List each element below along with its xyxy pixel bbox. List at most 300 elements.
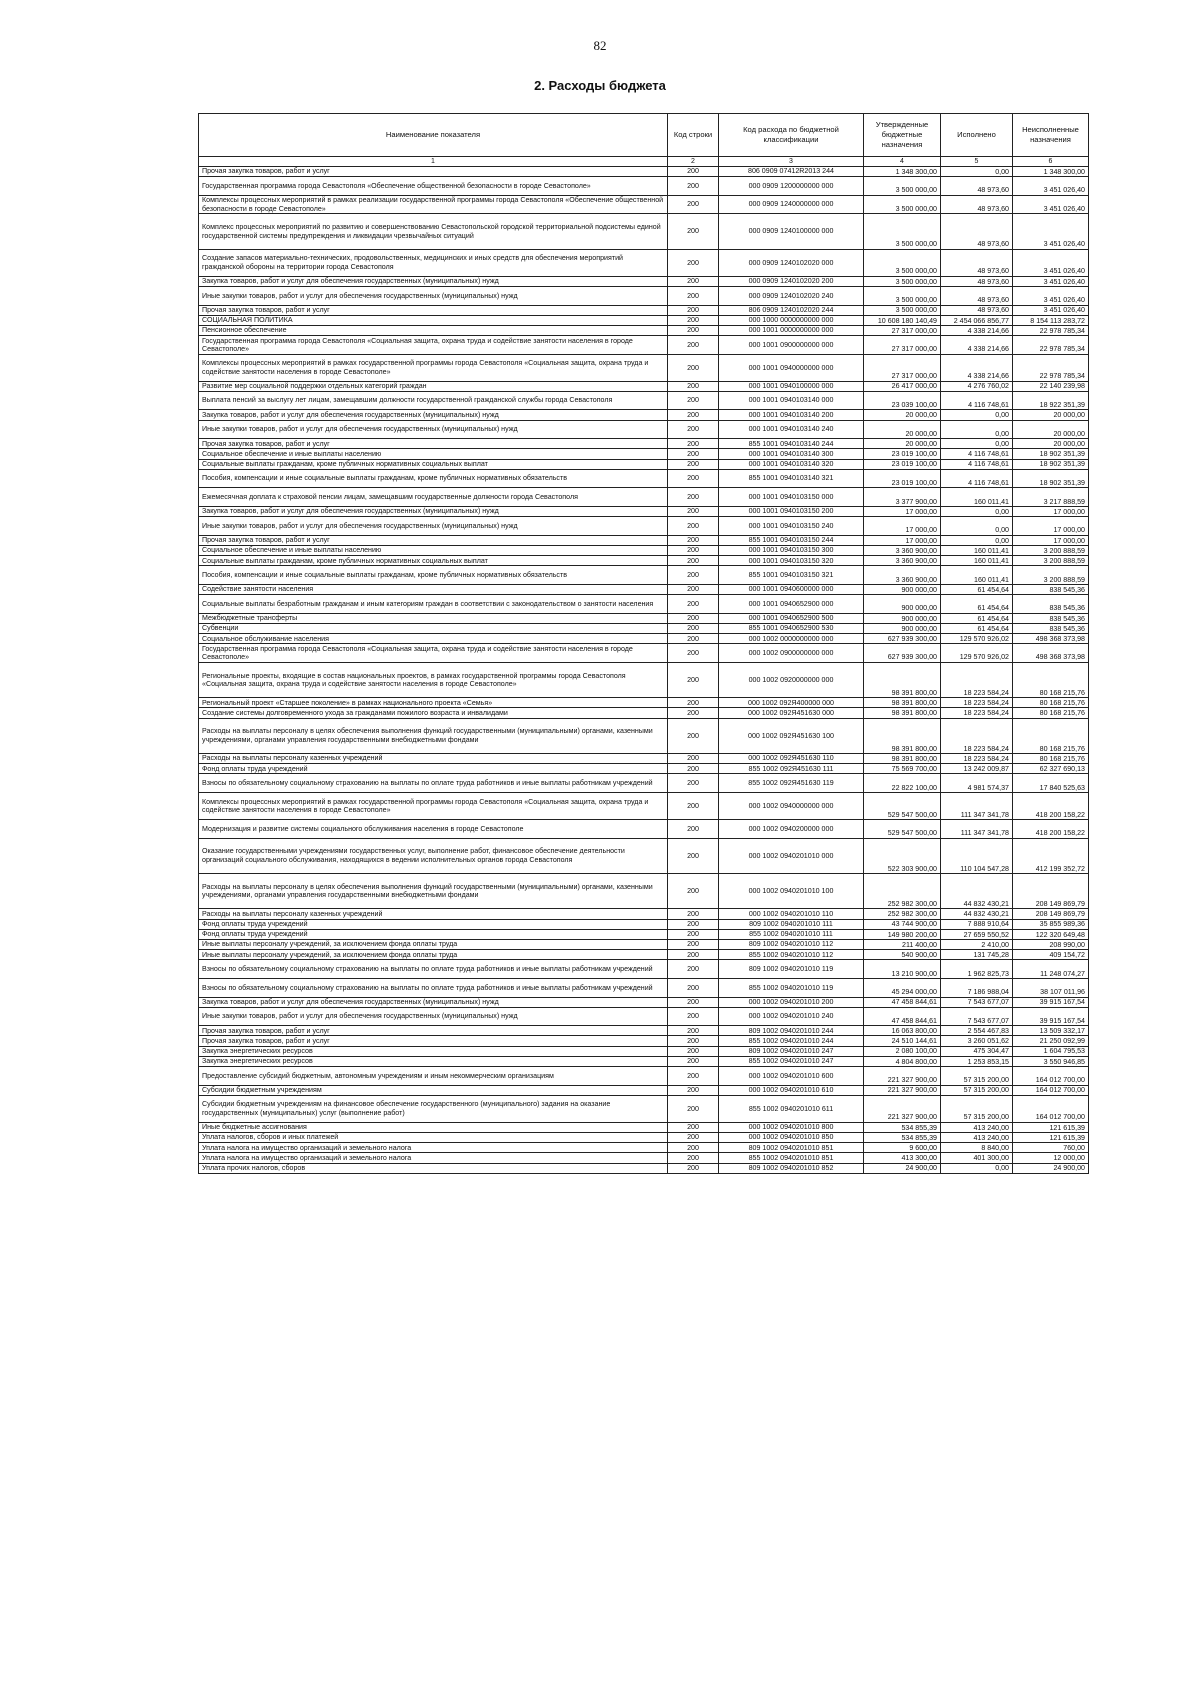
row-name: Пособия, компенсации и иные социальные выплаты гражданам, кроме публичных нормативных обязательств	[199, 469, 668, 488]
row-line-code: 200	[668, 613, 719, 623]
row-name: Закупка энергетических ресурсов	[199, 1046, 668, 1056]
row-expense-code: 000 1001 0900000000 000	[719, 336, 864, 355]
row-line-code: 200	[668, 459, 719, 469]
row-line-code: 200	[668, 838, 719, 873]
row-name: Прочая закупка товаров, работ и услуг	[199, 535, 668, 545]
row-expense-code: 855 1001 0940652900 530	[719, 623, 864, 633]
row-executed: 111 347 341,78	[941, 820, 1013, 839]
row-expense-code: 809 1002 0940201010 112	[719, 939, 864, 949]
row-name: Модернизация и развитие системы социального обслуживания населения в городе Севастополе	[199, 820, 668, 839]
table-row	[199, 545, 1089, 555]
table-row	[199, 838, 1089, 873]
row-approved: 900 000,00	[864, 595, 941, 614]
row-expense-code: 000 1001 0940652900 500	[719, 613, 864, 623]
row-name: Прочая закупка товаров, работ и услуг	[199, 439, 668, 449]
row-approved: 413 300,00	[864, 1153, 941, 1163]
row-executed: 0,00	[941, 439, 1013, 449]
row-expense-code: 000 1002 092Я451630 100	[719, 718, 864, 753]
row-unexecuted: 80 168 215,76	[1013, 708, 1089, 718]
row-unexecuted: 35 855 989,36	[1013, 919, 1089, 929]
row-approved: 17 000,00	[864, 535, 941, 545]
row-expense-code: 000 0909 1240000000 000	[719, 195, 864, 214]
row-expense-code: 806 0909 1240102020 244	[719, 305, 864, 315]
row-line-code: 200	[668, 1143, 719, 1153]
row-executed: 0,00	[941, 167, 1013, 177]
row-executed: 0,00	[941, 507, 1013, 517]
row-unexecuted: 122 320 649,48	[1013, 929, 1089, 939]
table-row	[199, 584, 1089, 594]
row-line-code: 200	[668, 315, 719, 325]
row-expense-code: 000 1001 0940103150 300	[719, 545, 864, 555]
row-unexecuted: 80 168 215,76	[1013, 662, 1089, 697]
row-approved: 16 063 800,00	[864, 1026, 941, 1036]
row-approved: 20 000,00	[864, 439, 941, 449]
row-executed: 160 011,41	[941, 566, 1013, 585]
row-expense-code: 000 1001 0940103150 200	[719, 507, 864, 517]
row-expense-code: 000 1002 0920000000 000	[719, 662, 864, 697]
table-row	[199, 1095, 1089, 1122]
row-line-code: 200	[668, 634, 719, 644]
row-executed: 48 973,60	[941, 195, 1013, 214]
row-unexecuted: 22 140 239,98	[1013, 381, 1089, 391]
row-approved: 98 391 800,00	[864, 698, 941, 708]
table-row	[199, 391, 1089, 410]
row-name: Комплексы процессных мероприятий в рамках государственной программы города Севастополя «Социальная защита, охрана труда и содействие занятости населения в городе Севастополе»	[199, 354, 668, 381]
row-executed: 18 223 584,24	[941, 662, 1013, 697]
row-name: Предоставление субсидий бюджетным, автономным учреждениям и иным некоммерческим организациям	[199, 1067, 668, 1086]
row-unexecuted: 838 545,36	[1013, 623, 1089, 633]
row-approved: 43 744 900,00	[864, 919, 941, 929]
row-expense-code: 855 1002 0940201010 611	[719, 1095, 864, 1122]
table-row	[199, 439, 1089, 449]
row-approved: 26 417 000,00	[864, 381, 941, 391]
row-approved: 900 000,00	[864, 584, 941, 594]
row-unexecuted: 121 615,39	[1013, 1133, 1089, 1143]
row-executed: 413 240,00	[941, 1133, 1013, 1143]
row-unexecuted: 18 902 351,39	[1013, 459, 1089, 469]
row-name: Прочая закупка товаров, работ и услуг	[199, 1036, 668, 1046]
table-row	[199, 754, 1089, 764]
row-approved: 13 210 900,00	[864, 960, 941, 979]
row-name: Расходы на выплаты персоналу казенных учреждений	[199, 909, 668, 919]
row-expense-code: 000 1002 0940201010 000	[719, 838, 864, 873]
row-name: Иные выплаты персоналу учреждений, за исключением фонда оплаты труда	[199, 939, 668, 949]
row-expense-code: 000 1001 0940103150 320	[719, 556, 864, 566]
row-name: Развитие мер социальной поддержки отдельных категорий граждан	[199, 381, 668, 391]
row-unexecuted: 838 545,36	[1013, 584, 1089, 594]
row-line-code: 200	[668, 276, 719, 286]
row-expense-code: 000 1000 0000000000 000	[719, 315, 864, 325]
row-line-code: 200	[668, 764, 719, 774]
row-unexecuted: 12 000,00	[1013, 1153, 1089, 1163]
row-approved: 1 348 300,00	[864, 167, 941, 177]
row-approved: 75 569 700,00	[864, 764, 941, 774]
row-expense-code: 000 0909 1240102020 000	[719, 249, 864, 276]
table-row	[199, 195, 1089, 214]
table-row	[199, 286, 1089, 305]
table-row	[199, 566, 1089, 585]
row-approved: 900 000,00	[864, 613, 941, 623]
table-row	[199, 662, 1089, 697]
row-executed: 18 223 584,24	[941, 698, 1013, 708]
row-name: Государственная программа города Севастополя «Социальная защита, охрана труда и содействие занятости населения в городе Севастополе»	[199, 336, 668, 355]
row-executed: 4 338 214,66	[941, 354, 1013, 381]
column-header-expense-code: Код расхода по бюджетной классификации	[719, 114, 864, 157]
row-approved: 3 500 000,00	[864, 249, 941, 276]
row-approved: 529 547 500,00	[864, 820, 941, 839]
row-name: Расходы на выплаты персоналу в целях обеспечения выполнения функций государственными (муниципальными) органами, казенными учреждениями, органами управления государственными внебюджетными фондами	[199, 718, 668, 753]
row-line-code: 200	[668, 177, 719, 196]
row-name: Взносы по обязательному социальному страхованию на выплаты по оплате труда работников и иные выплаты работникам учреждений	[199, 978, 668, 997]
column-header-line-code: Код строки	[668, 114, 719, 157]
table-row	[199, 623, 1089, 633]
column-number-row	[199, 157, 1089, 167]
row-name: Уплата налогов, сборов и иных платежей	[199, 1133, 668, 1143]
row-approved: 45 294 000,00	[864, 978, 941, 997]
table-row	[199, 556, 1089, 566]
row-executed: 401 300,00	[941, 1153, 1013, 1163]
row-name: Социальное обслуживание населения	[199, 634, 668, 644]
page-title: 2. Расходы бюджета	[534, 78, 666, 93]
table-row	[199, 793, 1089, 820]
row-unexecuted: 11 248 074,27	[1013, 960, 1089, 979]
row-approved: 3 500 000,00	[864, 214, 941, 249]
row-approved: 17 000,00	[864, 517, 941, 536]
row-approved: 252 982 300,00	[864, 874, 941, 909]
table-row	[199, 336, 1089, 355]
table-row	[199, 325, 1089, 335]
row-name: Закупка товаров, работ и услуг для обеспечения государственных (муниципальных) нужд	[199, 507, 668, 517]
row-expense-code: 855 1002 0940201010 119	[719, 978, 864, 997]
row-unexecuted: 3 451 026,40	[1013, 214, 1089, 249]
table-row	[199, 997, 1089, 1007]
row-approved: 24 900,00	[864, 1163, 941, 1173]
table-row	[199, 517, 1089, 536]
row-unexecuted: 418 200 158,22	[1013, 820, 1089, 839]
row-line-code: 200	[668, 1036, 719, 1046]
row-executed: 44 832 430,21	[941, 874, 1013, 909]
row-line-code: 200	[668, 249, 719, 276]
row-unexecuted: 39 915 167,54	[1013, 1007, 1089, 1026]
row-line-code: 200	[668, 960, 719, 979]
row-expense-code: 000 1002 0940201010 100	[719, 874, 864, 909]
row-executed: 0,00	[941, 517, 1013, 536]
table-row	[199, 507, 1089, 517]
row-name: Закупка товаров, работ и услуг для обеспечения государственных (муниципальных) нужд	[199, 997, 668, 1007]
row-expense-code: 809 1002 0940201010 852	[719, 1163, 864, 1173]
table-row	[199, 764, 1089, 774]
row-line-code: 200	[668, 754, 719, 764]
row-unexecuted: 20 000,00	[1013, 439, 1089, 449]
row-line-code: 200	[668, 545, 719, 555]
row-unexecuted: 208 990,00	[1013, 939, 1089, 949]
row-line-code: 200	[668, 997, 719, 1007]
row-line-code: 200	[668, 1122, 719, 1132]
row-expense-code: 855 1002 0940201010 244	[719, 1036, 864, 1046]
row-expense-code: 000 1001 0000000000 000	[719, 325, 864, 335]
row-line-code: 200	[668, 698, 719, 708]
table-row	[199, 420, 1089, 439]
table-row	[199, 820, 1089, 839]
row-line-code: 200	[668, 391, 719, 410]
column-header-executed: Исполнено	[941, 114, 1013, 157]
table-row	[199, 1133, 1089, 1143]
row-unexecuted: 3 217 888,59	[1013, 488, 1089, 507]
row-line-code: 200	[668, 336, 719, 355]
row-line-code: 200	[668, 909, 719, 919]
row-executed: 48 973,60	[941, 305, 1013, 315]
row-line-code: 200	[668, 929, 719, 939]
row-unexecuted: 1 348 300,00	[1013, 167, 1089, 177]
row-executed: 0,00	[941, 1163, 1013, 1173]
row-executed: 61 454,64	[941, 595, 1013, 614]
table-row	[199, 929, 1089, 939]
row-approved: 27 317 000,00	[864, 336, 941, 355]
row-executed: 1 962 825,73	[941, 960, 1013, 979]
row-approved: 2 080 100,00	[864, 1046, 941, 1056]
row-name: Государственная программа города Севастополя «Обеспечение общественной безопасности в городе Севастополе»	[199, 177, 668, 196]
row-approved: 3 500 000,00	[864, 286, 941, 305]
row-name: Закупка товаров, работ и услуг для обеспечения государственных (муниципальных) нужд	[199, 410, 668, 420]
row-expense-code: 855 1001 0940103140 244	[719, 439, 864, 449]
row-name: Фонд оплаты труда учреждений	[199, 764, 668, 774]
row-unexecuted: 20 000,00	[1013, 410, 1089, 420]
page-number: 82	[593, 38, 607, 53]
row-approved: 4 804 800,00	[864, 1056, 941, 1066]
row-name: Уплата налога на имущество организаций и земельного налога	[199, 1143, 668, 1153]
row-unexecuted: 22 978 785,34	[1013, 336, 1089, 355]
row-executed: 44 832 430,21	[941, 909, 1013, 919]
row-expense-code: 855 1002 0940201010 112	[719, 950, 864, 960]
row-name: Иные выплаты персоналу учреждений, за исключением фонда оплаты труда	[199, 950, 668, 960]
row-line-code: 200	[668, 449, 719, 459]
row-expense-code: 000 1001 0940103140 320	[719, 459, 864, 469]
table-row	[199, 1056, 1089, 1066]
row-expense-code: 855 1002 0940201010 247	[719, 1056, 864, 1066]
row-name: СОЦИАЛЬНАЯ ПОЛИТИКА	[199, 315, 668, 325]
table-body	[199, 167, 1089, 1174]
table-row	[199, 459, 1089, 469]
row-unexecuted: 3 200 888,59	[1013, 556, 1089, 566]
row-approved: 627 939 300,00	[864, 644, 941, 663]
row-line-code: 200	[668, 381, 719, 391]
row-expense-code: 000 1001 0940000000 000	[719, 354, 864, 381]
row-approved: 3 500 000,00	[864, 195, 941, 214]
table-row	[199, 1036, 1089, 1046]
row-approved: 20 000,00	[864, 420, 941, 439]
row-line-code: 200	[668, 507, 719, 517]
row-name: Закупка товаров, работ и услуг для обеспечения государственных (муниципальных) нужд	[199, 276, 668, 286]
row-name: Создание запасов материально-технических, продовольственных, медицинских и иных средств для обеспечения мероприятий гражданской обороны на территории города Севастополя	[199, 249, 668, 276]
row-executed: 3 260 051,62	[941, 1036, 1013, 1046]
row-unexecuted: 22 978 785,34	[1013, 354, 1089, 381]
row-approved: 149 980 200,00	[864, 929, 941, 939]
row-unexecuted: 17 000,00	[1013, 517, 1089, 536]
row-executed: 7 543 677,07	[941, 997, 1013, 1007]
row-expense-code: 000 1001 0940103140 000	[719, 391, 864, 410]
row-name: Субсидии бюджетным учреждениям	[199, 1085, 668, 1095]
row-expense-code: 000 1001 0940600000 000	[719, 584, 864, 594]
row-line-code: 200	[668, 1007, 719, 1026]
row-approved: 534 855,39	[864, 1133, 941, 1143]
row-name: Пенсионное обеспечение	[199, 325, 668, 335]
row-expense-code: 000 1002 0940201010 610	[719, 1085, 864, 1095]
table-row	[199, 698, 1089, 708]
row-executed: 129 570 926,02	[941, 634, 1013, 644]
row-approved: 23 019 100,00	[864, 469, 941, 488]
row-executed: 160 011,41	[941, 488, 1013, 507]
column-number: 5	[941, 157, 1013, 167]
row-unexecuted: 121 615,39	[1013, 1122, 1089, 1132]
table-row	[199, 535, 1089, 545]
row-executed: 4 116 748,61	[941, 449, 1013, 459]
row-executed: 48 973,60	[941, 276, 1013, 286]
row-executed: 48 973,60	[941, 177, 1013, 196]
row-executed: 0,00	[941, 410, 1013, 420]
row-unexecuted: 208 149 869,79	[1013, 909, 1089, 919]
row-unexecuted: 80 168 215,76	[1013, 718, 1089, 753]
row-line-code: 200	[668, 1026, 719, 1036]
row-name: Субвенции	[199, 623, 668, 633]
row-line-code: 200	[668, 1163, 719, 1173]
table-row	[199, 708, 1089, 718]
row-line-code: 200	[668, 644, 719, 663]
table-row	[199, 488, 1089, 507]
row-expense-code: 855 1002 092Я451630 111	[719, 764, 864, 774]
row-executed: 8 840,00	[941, 1143, 1013, 1153]
column-number: 2	[668, 157, 719, 167]
row-name: Субсидии бюджетным учреждениям на финансовое обеспечение государственного (муниципального) задания на оказание государственных (муниципальных) услуг (выполнение работ)	[199, 1095, 668, 1122]
table-row	[199, 874, 1089, 909]
row-name: Социальное обеспечение и иные выплаты населению	[199, 449, 668, 459]
row-approved: 98 391 800,00	[864, 708, 941, 718]
row-name: Фонд оплаты труда учреждений	[199, 919, 668, 929]
row-approved: 24 510 144,61	[864, 1036, 941, 1046]
row-line-code: 200	[668, 325, 719, 335]
row-line-code: 200	[668, 1153, 719, 1163]
row-name: Ежемесячная доплата к страховой пенсии лицам, замещавшим государственные должности города Севастополя	[199, 488, 668, 507]
row-unexecuted: 3 451 026,40	[1013, 276, 1089, 286]
table-row	[199, 305, 1089, 315]
row-unexecuted: 18 902 351,39	[1013, 449, 1089, 459]
row-approved: 3 360 900,00	[864, 566, 941, 585]
row-expense-code: 000 1002 0940200000 000	[719, 820, 864, 839]
row-approved: 900 000,00	[864, 623, 941, 633]
row-approved: 23 039 100,00	[864, 391, 941, 410]
row-expense-code: 000 1001 0940103140 200	[719, 410, 864, 420]
column-header-unexecuted: Неисполненные назначения	[1013, 114, 1089, 157]
row-name: Региональные проекты, входящие в состав национальных проектов, в рамках государственной программы города Севастополя «Социальная защита, охрана труда и содействие занятости населения в городе Севастополе»	[199, 662, 668, 697]
row-name: Иные закупки товаров, работ и услуг для обеспечения государственных (муниципальных) нужд	[199, 517, 668, 536]
row-executed: 61 454,64	[941, 613, 1013, 623]
row-line-code: 200	[668, 469, 719, 488]
row-unexecuted: 80 168 215,76	[1013, 698, 1089, 708]
table-row	[199, 909, 1089, 919]
row-approved: 221 327 900,00	[864, 1067, 941, 1086]
row-approved: 27 317 000,00	[864, 325, 941, 335]
row-expense-code: 000 1002 0940201010 200	[719, 997, 864, 1007]
row-line-code: 200	[668, 286, 719, 305]
row-name: Социальные выплаты гражданам, кроме публичных нормативных социальных выплат	[199, 459, 668, 469]
row-line-code: 200	[668, 595, 719, 614]
row-line-code: 200	[668, 662, 719, 697]
row-expense-code: 855 1002 0940201010 851	[719, 1153, 864, 1163]
table-row	[199, 469, 1089, 488]
row-executed: 7 543 677,07	[941, 1007, 1013, 1026]
row-executed: 61 454,64	[941, 584, 1013, 594]
table-row	[199, 167, 1089, 177]
table-row	[199, 919, 1089, 929]
row-expense-code: 809 1002 0940201010 111	[719, 919, 864, 929]
row-executed: 413 240,00	[941, 1122, 1013, 1132]
column-header-name: Наименование показателя	[199, 114, 668, 157]
row-approved: 47 458 844,61	[864, 997, 941, 1007]
row-unexecuted: 39 915 167,54	[1013, 997, 1089, 1007]
row-expense-code: 000 1001 0940652900 000	[719, 595, 864, 614]
row-line-code: 200	[668, 1133, 719, 1143]
row-expense-code: 809 1002 0940201010 851	[719, 1143, 864, 1153]
table-row	[199, 1153, 1089, 1163]
row-expense-code: 000 1002 0940201010 800	[719, 1122, 864, 1132]
row-approved: 9 600,00	[864, 1143, 941, 1153]
table-row	[199, 1143, 1089, 1153]
row-executed: 48 973,60	[941, 286, 1013, 305]
row-name: Фонд оплаты труда учреждений	[199, 929, 668, 939]
row-name: Взносы по обязательному социальному страхованию на выплаты по оплате труда работников и иные выплаты работникам учреждений	[199, 774, 668, 793]
row-executed: 4 116 748,61	[941, 459, 1013, 469]
row-unexecuted: 164 012 700,00	[1013, 1067, 1089, 1086]
row-unexecuted: 838 545,36	[1013, 613, 1089, 623]
row-executed: 129 570 926,02	[941, 644, 1013, 663]
row-executed: 4 981 574,37	[941, 774, 1013, 793]
row-executed: 48 973,60	[941, 214, 1013, 249]
row-approved: 98 391 800,00	[864, 662, 941, 697]
row-executed: 0,00	[941, 420, 1013, 439]
row-expense-code: 000 1002 0940000000 000	[719, 793, 864, 820]
row-expense-code: 000 0909 1240100000 000	[719, 214, 864, 249]
table-row	[199, 939, 1089, 949]
row-approved: 540 900,00	[864, 950, 941, 960]
row-name: Региональный проект «Старшее поколение» в рамках национального проекта «Семья»	[199, 698, 668, 708]
row-line-code: 200	[668, 167, 719, 177]
row-line-code: 200	[668, 517, 719, 536]
table-row	[199, 1122, 1089, 1132]
row-unexecuted: 24 900,00	[1013, 1163, 1089, 1173]
row-name: Оказание государственными учреждениями государственных услуг, выполнение работ, финансовое обеспечение деятельности организаций социального обслуживания, находящихся в ведении исполнительных органов города Севастополя	[199, 838, 668, 873]
row-line-code: 200	[668, 556, 719, 566]
row-unexecuted: 18 922 351,39	[1013, 391, 1089, 410]
row-expense-code: 809 1002 0940201010 119	[719, 960, 864, 979]
row-name: Уплата налога на имущество организаций и земельного налога	[199, 1153, 668, 1163]
row-name: Комплексы процессных мероприятий в рамках государственной программы города Севастополя «Социальная защита, охрана труда и содействие занятости населения в городе Севастополе»	[199, 793, 668, 820]
row-unexecuted: 21 250 092,99	[1013, 1036, 1089, 1046]
row-approved: 627 939 300,00	[864, 634, 941, 644]
row-name: Комплексы процессных мероприятий в рамках реализации государственной программы города Севастополя «Обеспечение общественной безопасности в городе Севастополе»	[199, 195, 668, 214]
row-unexecuted: 164 012 700,00	[1013, 1095, 1089, 1122]
row-executed: 110 104 547,28	[941, 838, 1013, 873]
row-approved: 221 327 900,00	[864, 1095, 941, 1122]
row-name: Иные закупки товаров, работ и услуг для обеспечения государственных (муниципальных) нужд	[199, 286, 668, 305]
row-unexecuted: 20 000,00	[1013, 420, 1089, 439]
row-unexecuted: 62 327 690,13	[1013, 764, 1089, 774]
row-unexecuted: 418 200 158,22	[1013, 793, 1089, 820]
row-expense-code: 000 1001 0940103140 240	[719, 420, 864, 439]
row-unexecuted: 38 107 011,96	[1013, 978, 1089, 997]
column-number: 4	[864, 157, 941, 167]
row-line-code: 200	[668, 718, 719, 753]
row-executed: 48 973,60	[941, 249, 1013, 276]
table-row	[199, 718, 1089, 753]
